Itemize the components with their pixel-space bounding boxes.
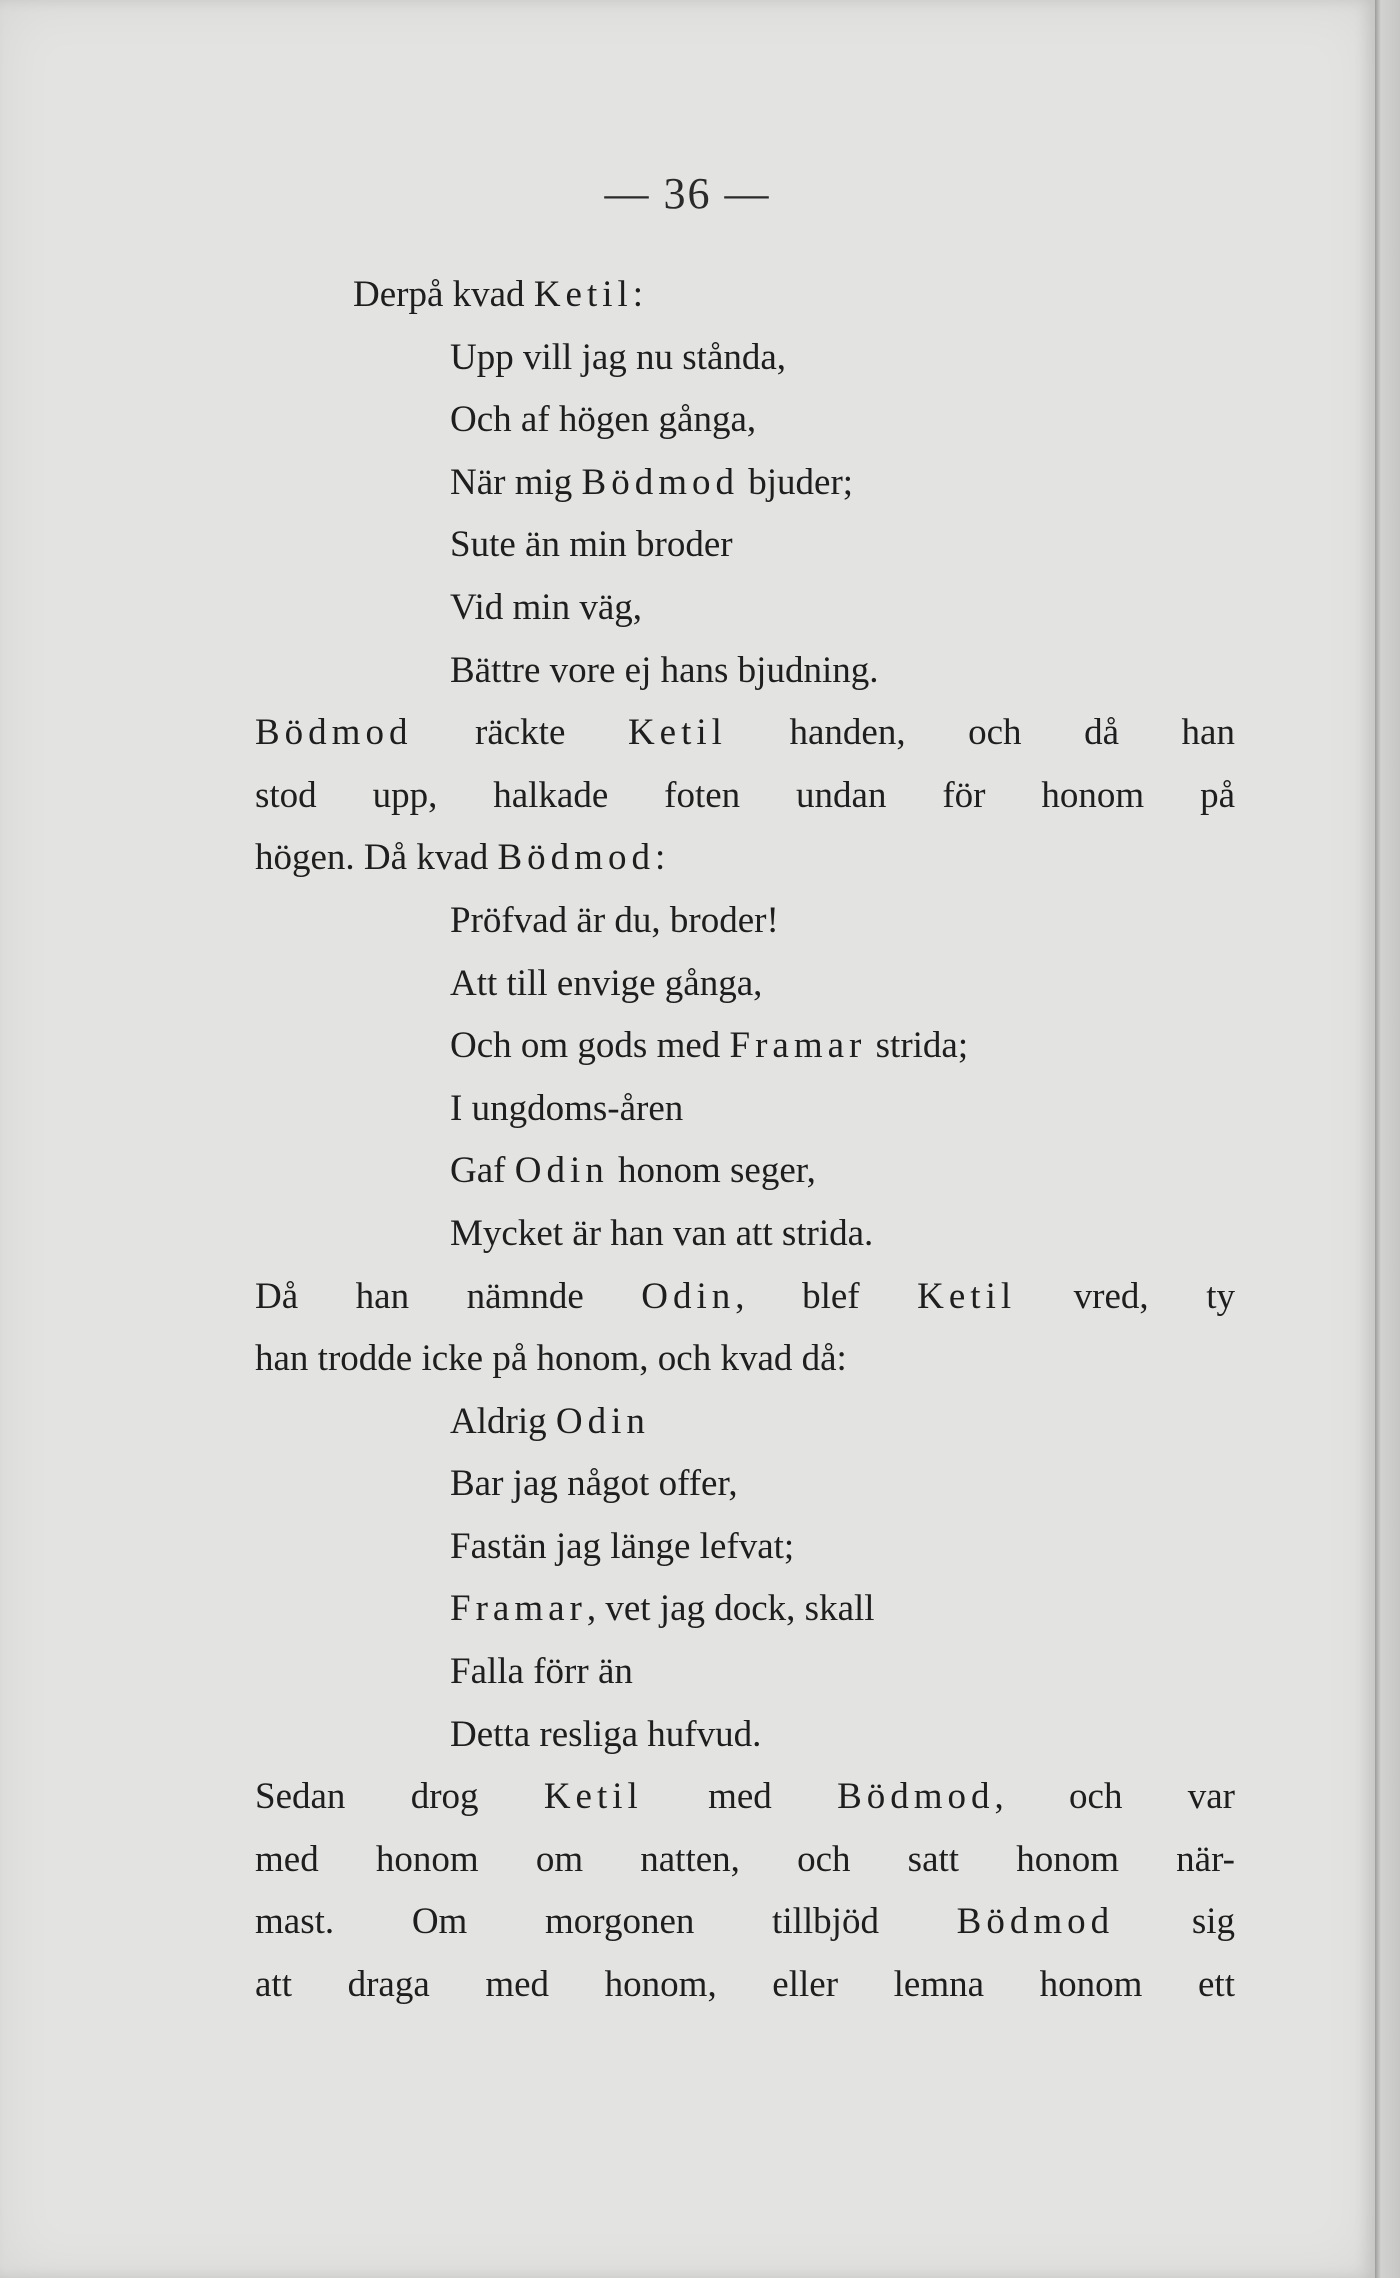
text-segment: honom seger, (608, 1150, 816, 1192)
verse-line (255, 1578, 1235, 1641)
text-segment: Att till envige gånga, (450, 962, 763, 1004)
verse-line (255, 953, 1235, 1016)
verse-line (255, 1140, 1235, 1203)
verse-line (255, 577, 1235, 640)
text-segment: I ungdoms-åren (450, 1087, 684, 1129)
text-segment: strida; (866, 1025, 969, 1067)
text-line (255, 1266, 1235, 1329)
spaced-name: Bödmod (956, 1901, 1115, 1943)
text-segment: räckte (412, 712, 628, 754)
spaced-name: Odin (514, 1150, 609, 1192)
text-segment: : (654, 837, 666, 879)
text-segment: Gaf (450, 1150, 515, 1192)
text-segment: Detta resliga hufvud. (450, 1713, 762, 1755)
text-line (255, 702, 1235, 765)
verse-line (255, 389, 1235, 452)
text-line (255, 1954, 1235, 2017)
spaced-name: Ketil (543, 1776, 643, 1818)
text-segment: att draga med honom, eller lemna honom ett (255, 1964, 1235, 2006)
text-line (255, 765, 1235, 828)
text-segment: vred, ty (1016, 1275, 1235, 1317)
verse-line (255, 1641, 1235, 1704)
verse-line (255, 640, 1235, 703)
text-segment: Fastän jag länge lefvat; (450, 1525, 795, 1567)
spaced-name: Bödmod (837, 1776, 995, 1818)
spaced-name: Ketil (627, 712, 727, 754)
verse-line (255, 890, 1235, 953)
verse-line (255, 1704, 1235, 1767)
text-segment: med honom om natten, och satt honom när- (255, 1838, 1235, 1880)
text-line (255, 1829, 1235, 1892)
text-segment: stod upp, halkade foten undan för honom på (255, 774, 1235, 816)
text-segment: sig (1114, 1901, 1235, 1943)
text-segment: Vid min väg, (450, 586, 643, 628)
spaced-name: Bödmod (497, 837, 655, 879)
text-segment: Och af högen gånga, (450, 399, 757, 441)
verse-line (255, 1453, 1235, 1516)
spaced-name: Bödmod (255, 712, 413, 754)
text-segment: , och var (994, 1776, 1236, 1818)
text-segment: Bättre vore ej hans bjudning. (450, 649, 879, 691)
spaced-name: Odin (555, 1400, 650, 1442)
text-line (255, 1328, 1235, 1391)
text-segment: Upp vill jag nu stånda, (450, 336, 787, 378)
spaced-name: Odin (641, 1275, 736, 1317)
verse-line (255, 327, 1235, 390)
text-segment: , blef (735, 1275, 918, 1317)
page-edge (1375, 0, 1400, 2278)
text-segment: Mycket är han van att strida. (450, 1212, 874, 1254)
text-segment: Och om gods med (450, 1025, 730, 1067)
text-segment: bjuder; (739, 461, 854, 503)
spaced-name: Framar (729, 1025, 867, 1067)
verse-line (255, 1078, 1235, 1141)
text-segment: Då han nämnde (255, 1275, 642, 1317)
text-segment: Aldrig (450, 1400, 556, 1442)
text-segment: Bar jag något offer, (450, 1463, 738, 1505)
text-segment: : (632, 274, 644, 315)
spaced-name: Ketil (917, 1275, 1017, 1317)
text-segment: han trodde icke på honom, och kvad då: (255, 1338, 847, 1380)
text-segment: Derpå kvad (353, 274, 534, 315)
text-line (255, 264, 1235, 327)
text-line (255, 1891, 1235, 1954)
text-segment: , vet jag dock, skall (586, 1588, 875, 1630)
spaced-name: Ketil (533, 274, 633, 315)
verse-line (255, 514, 1235, 577)
text-line (255, 827, 1235, 890)
page-number: — 36 — (604, 169, 771, 218)
text-line (255, 1766, 1235, 1829)
text-segment: handen, och då han (726, 712, 1235, 754)
text-segment: mast. Om morgonen tillbjöd (255, 1901, 957, 1943)
text-segment: Sedan drog (255, 1776, 544, 1818)
text-segment: högen. Då kvad (255, 837, 498, 879)
verse-line (255, 1015, 1235, 1078)
verse-line (255, 1516, 1235, 1579)
text-segment: Pröfvad är du, broder! (450, 899, 779, 941)
verse-line (255, 1203, 1235, 1266)
text-segment: Falla förr än (450, 1651, 633, 1693)
verse-line (255, 1391, 1235, 1454)
text-segment: Sute än min broder (450, 524, 733, 566)
spaced-name: Framar (450, 1588, 587, 1630)
page-text (255, 264, 1235, 2017)
text-segment: med (642, 1776, 838, 1818)
text-segment: När mig (450, 461, 582, 503)
verse-line (255, 452, 1235, 515)
spaced-name: Bödmod (581, 461, 739, 503)
